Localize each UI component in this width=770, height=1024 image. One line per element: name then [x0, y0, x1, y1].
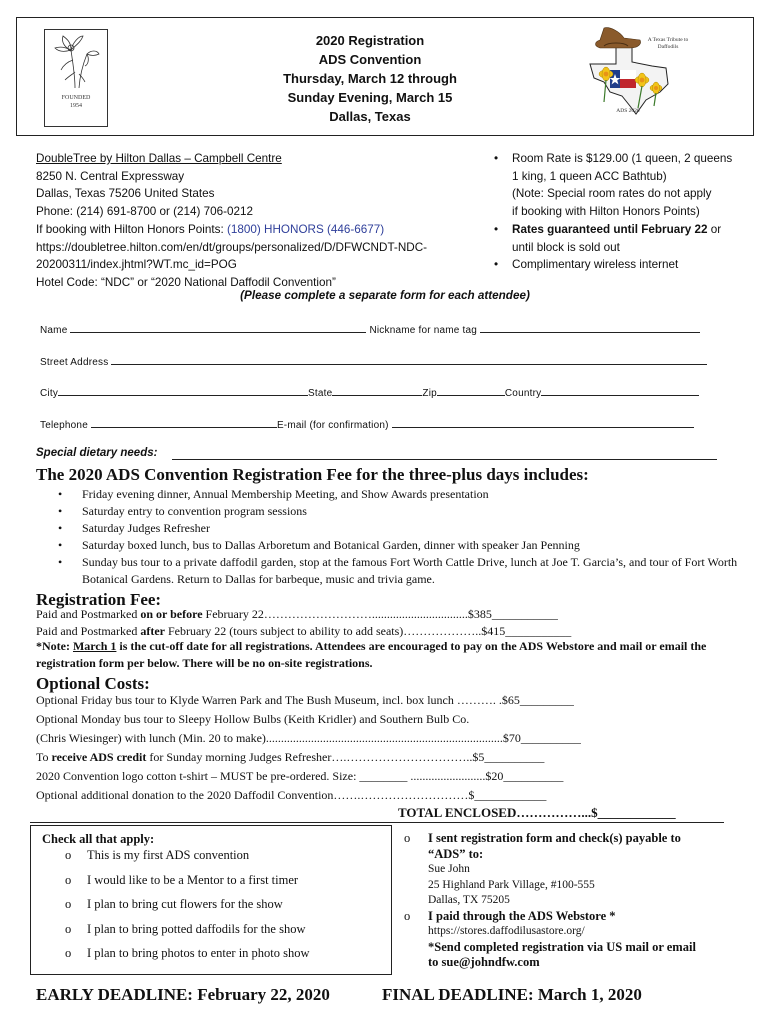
opt-bold: receive ADS credit [51, 750, 147, 764]
fee-text: Paid and Postmarked [36, 624, 141, 638]
guarantee-rest: or [707, 222, 722, 236]
telephone-label: Telephone [40, 420, 88, 431]
city-label: City [40, 388, 59, 399]
checkbox-circle-icon[interactable]: o [65, 922, 72, 936]
checkbox-circle-icon[interactable]: o [65, 946, 72, 960]
street-label: Street Address [40, 357, 109, 368]
street-input-line[interactable] [111, 355, 707, 365]
guarantee-line [512, 221, 762, 239]
optional-row: 2020 Convention logo cotton t-shirt – MUST be pre-ordered. Size: ________ .........................$20__________ [36, 769, 564, 783]
room-rate-line: • Room Rate is $129.00 (1 queen, 2 queens [512, 152, 733, 165]
name-label: Name [40, 325, 68, 336]
payment-options [404, 831, 744, 971]
optional-row: (Chris Wiesinger) with lunch (Min. 20 to make)...............................................................................$70__________ [36, 731, 581, 745]
nickname-label: Nickname for name tag [369, 325, 478, 336]
list-item: • Sunday bus tour to a private daffodil garden, stop at the famous Fort Worth Cattle Drive, lunch at Joe T. Garcia’s, and tour of Fort Worth Botanical Gardens. Return to Dallas for barbeque, music and trivia game. [58, 554, 738, 588]
checklist-item[interactable] [65, 848, 249, 863]
fee-amount: February 22 (tours subject to ability to add seats)………………..$415___________ [164, 624, 572, 638]
room-rate-line: if booking with Hilton Honors Points) [512, 205, 700, 219]
mail-address-line: Dallas, TX 75205 [428, 894, 510, 906]
includes-heading: The 2020 ADS Convention Registration Fee for the three-plus days includes: [36, 465, 589, 484]
note-text: is the cut-off date for all registrations. Attendees are encouraged to pay on the ADS Webstore and mail or email the registration form per below. There will be no on-site registrations. [36, 639, 707, 670]
wifi-item: • Complimentary wireless internet [492, 256, 762, 274]
nickname-input-line[interactable] [480, 323, 700, 333]
checklist-label: I plan to bring potted daffodils for the show [87, 922, 306, 936]
state-input-line[interactable] [332, 386, 422, 396]
list-item: • Saturday entry to convention program sessions [58, 503, 738, 520]
room-info [492, 150, 762, 274]
includes-list [58, 486, 738, 588]
checklist-item[interactable] [65, 873, 298, 888]
points-label: If booking with Hilton Honors Points: [36, 222, 227, 236]
fee-row-before [36, 607, 558, 622]
final-deadline: FINAL DEADLINE: March 1, 2020 [382, 985, 642, 1004]
note-date: March 1 [72, 639, 117, 653]
title-line: Sunday Evening, March 15 [287, 90, 453, 105]
street-row [40, 355, 707, 368]
fee-row-after [36, 624, 571, 639]
page-title [220, 31, 520, 126]
ads-founded-logo [44, 29, 108, 127]
room-rate-line: (Note: Special room rates do not apply [512, 187, 712, 201]
name-row [40, 323, 700, 336]
separate-form-note: (Please complete a separate form for each attendee) [240, 289, 530, 302]
rate-guarantee-item [492, 221, 762, 256]
title-line: Dallas, Texas [329, 109, 411, 124]
daffodil-sketch-icon [45, 30, 107, 92]
checklist-label: I would like to be a Mentor to a first timer [87, 873, 299, 887]
registration-fee-heading: Registration Fee: [36, 590, 162, 609]
radio-circle-icon[interactable]: o [404, 831, 411, 845]
fee-text: Paid and Postmarked [36, 607, 141, 621]
hotel-url-2[interactable]: 20200311/index.jhtml?WT.mc_id=POG [36, 258, 237, 272]
opt-text: To [36, 750, 52, 764]
payment-option-webstore[interactable] [404, 909, 744, 971]
room-rate-line: 1 king, 1 queen ACC Bathtub) [512, 169, 667, 183]
hotel-address-2: Dallas, Texas 75206 United States [36, 187, 215, 201]
send-line-2: to sue@johndfw.com [428, 955, 540, 969]
fee-amount: February 22………………………................................$385___________ [202, 607, 558, 621]
note-prefix: *Note: [36, 639, 73, 653]
special-diet-label: Special dietary needs: [36, 447, 158, 459]
title-line: ADS Convention [318, 52, 422, 67]
title-line: 2020 Registration [315, 33, 425, 48]
mail-address-line: Sue John [428, 863, 470, 875]
hotel-url-1[interactable]: https://doubletree.hilton.com/en/dt/groups/personalized/D/DFWCNDT-NDC- [36, 240, 428, 254]
room-rate-item [492, 150, 762, 221]
divider [30, 822, 724, 823]
city-input-line[interactable] [58, 386, 308, 396]
hotel-code: Hotel Code: “NDC” or “2020 National Daffodil Convention” [36, 275, 336, 289]
zip-label: Zip [422, 388, 437, 399]
optional-row: Optional additional donation to the 2020 Daffodil Convention…….………………………$____________ [36, 788, 547, 802]
checklist-item[interactable] [65, 897, 283, 912]
city-row [40, 386, 699, 399]
checklist-label: This is my first ADS convention [87, 848, 250, 862]
checkbox-circle-icon[interactable]: o [65, 848, 72, 862]
optional-row: Optional Monday bus tour to Sleepy Hollow Bulbs (Keith Kridler) and Southern Bulb Co. [36, 712, 470, 726]
optional-row: Optional Friday bus tour to Klyde Warren Park and The Bush Museum, incl. box lunch ………. .$65_________ [36, 693, 574, 707]
opt-amount: for Sunday morning Judges Refresher….…………………………..$5__________ [146, 750, 545, 764]
hotel-info [36, 150, 486, 292]
founded-text: FOUNDED 1954 [61, 95, 91, 109]
checklist-label: I plan to bring cut flowers for the show [87, 897, 283, 911]
checkbox-circle-icon[interactable]: o [65, 897, 72, 911]
check-line-1: I sent registration form and check(s) payable to [428, 831, 681, 845]
contact-row [40, 418, 694, 431]
hotel-name: DoubleTree by Hilton Dallas – Campbell Centre [36, 152, 282, 165]
email-label: E-mail (for confirmation) [276, 420, 389, 431]
guarantee-line-2: until block is sold out [512, 240, 620, 254]
hotel-points [36, 221, 486, 239]
telephone-input-line[interactable] [91, 418, 277, 428]
mail-address-line: 25 Highland Park Village, #100-555 [428, 878, 595, 891]
fee-bold: on or before [140, 607, 203, 621]
list-item: • Saturday Judges Refresher [58, 520, 738, 537]
optional-costs-heading: Optional Costs: [36, 674, 150, 693]
texas-tribute-logo [580, 22, 690, 122]
points-phone: (1800) HHONORS (446-6677) [227, 222, 385, 236]
webstore-line: I paid through the ADS Webstore * [428, 908, 616, 923]
fee-bold: after [140, 624, 165, 638]
radio-circle-icon[interactable]: o [404, 908, 411, 923]
early-deadline: EARLY DEADLINE: February 22, 2020 [36, 985, 330, 1004]
checklist-item[interactable] [65, 922, 305, 937]
ads-year-text: ADS 2020 [616, 108, 640, 114]
check-line-2: “ADS” to: [428, 846, 484, 861]
country-input-line[interactable] [541, 386, 699, 396]
guarantee-bold: Rates guaranteed until February 22 [512, 222, 708, 236]
list-item: • Friday evening dinner, Annual Membership Meeting, and Show Awards presentation [58, 486, 738, 503]
optional-row [36, 750, 544, 765]
webstore-url[interactable]: https://stores.daffodilusastore.org/ [428, 925, 585, 937]
checklist-label: I plan to bring photos to enter in photo show [87, 946, 310, 960]
payment-option-check[interactable] [404, 831, 744, 909]
title-line: Thursday, March 12 through [283, 71, 457, 86]
send-line-1: *Send completed registration via US mail or email [428, 939, 696, 954]
email-input-line[interactable] [392, 418, 694, 428]
hotel-phone: Phone: (214) 691-8700 or (214) 706-0212 [36, 205, 254, 219]
special-diet-input-line[interactable] [172, 459, 717, 460]
cutoff-note [36, 638, 736, 672]
hotel-address-1: 8250 N. Central Expressway [36, 169, 185, 183]
checklist-item[interactable] [65, 946, 310, 961]
checklist-title: Check all that apply: [42, 832, 155, 846]
state-label: State [308, 388, 333, 399]
tribute-text: A Texas Tribute to Daffodils [647, 37, 689, 50]
zip-input-line[interactable] [437, 386, 505, 396]
checkbox-circle-icon[interactable]: o [65, 873, 72, 887]
list-item: • Saturday boxed lunch, bus to Dallas Arboretum and Botanical Garden, dinner with speaker Jan Penning [58, 537, 738, 554]
country-label: Country [504, 388, 542, 399]
total-enclosed: TOTAL ENCLOSED……………...$____________ [398, 805, 676, 820]
name-input-line[interactable] [70, 323, 366, 333]
